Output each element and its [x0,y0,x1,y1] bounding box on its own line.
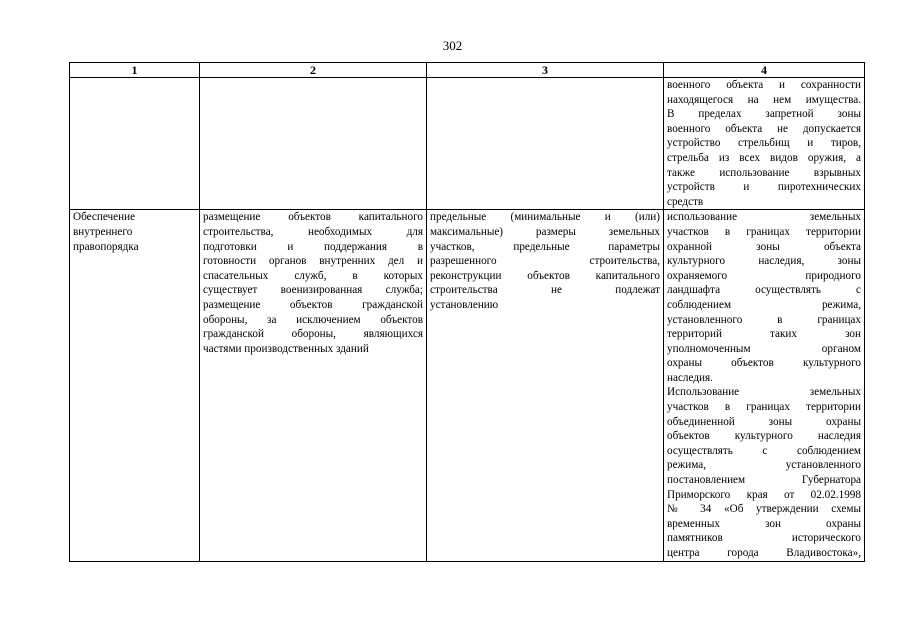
text-line: памятников исторического [667,532,861,545]
text-line: участков в границах территории [667,401,861,414]
text-line: соблюдением режима, [667,298,861,311]
text-line: участков, предельные параметры [430,240,660,253]
text-line: № 34 «Об утверждении схемы [667,503,861,516]
text-line: Использование земельных [667,386,861,399]
text-line: гражданской обороны, являющихся [203,328,423,341]
text-line: готовности органов внутренних дел и [203,255,423,268]
text-line: установленного в границах [667,313,861,326]
text-line: средств [667,195,704,208]
text-line: объединенной зоны охраны [667,415,861,428]
text-line: реконструкции объектов капитального [430,269,660,282]
text-line: ландшафта осуществлять с [667,284,861,297]
header-col-4: 4 [664,63,865,78]
header-col-2: 2 [200,63,427,78]
text-line: Обеспечение [73,211,136,224]
row2-col2 [200,210,427,561]
text-line: охраны объектов культурного [667,357,861,370]
text-line: максимальные) размеры земельных [430,225,660,238]
header-col-1: 1 [70,63,200,78]
text-line: предельные (минимальные и (или) [430,211,660,224]
table-row [70,78,865,210]
row2-col4 [664,210,865,561]
text-line: спасательных служб, в которых [203,269,423,282]
text-line: использование земельных [667,211,861,224]
text-line: также использование взрывных [667,166,861,179]
row1-col4 [664,78,865,210]
text-line: установлению [430,298,499,311]
table-header-row [70,63,865,78]
header-col-3: 3 [427,63,664,78]
text-line: строительства не подлежат [430,284,660,297]
text-line: устройство стрельбищ и тиров, [667,137,861,150]
text-line: частями производственных зданий [203,342,369,355]
text-line: строительства, необходимых для [203,225,423,238]
row2-col1 [70,210,200,561]
text-line: центра города Владивостока», [667,547,861,559]
text-line: осуществлять с соблюдением [667,444,861,457]
text-line: разрешенного строительства, [430,255,660,268]
text-line: Приморского края от 02.02.1998 [667,488,861,501]
text-line: военного объекта и сохранности [667,79,861,91]
text-line: обороны, за исключением объектов [203,313,423,326]
text-line: стрельба из всех видов оружия, а [667,151,861,164]
text-line: постановлением Губернатора [667,474,861,487]
text-line: объектов культурного наследия [667,430,861,443]
text-line: устройств и пиротехнических [667,181,861,194]
row1-col1 [70,78,200,210]
land-use-table [69,62,865,562]
text-line: наследия. [667,371,713,384]
text-line: охранной зоны объекта [667,240,861,253]
text-line: режима, установленного [667,459,861,472]
text-line: подготовки и поддержания в [203,240,423,253]
text-line: существует военизированная служба; [203,284,423,297]
row1-col3 [427,78,664,210]
text-line: военного объекта не допускается [667,122,861,135]
table-row [70,210,865,561]
text-line: территорий таких зон [667,328,861,341]
row2-col3 [427,210,664,561]
text-line: охраняемого природного [667,269,861,282]
text-line: находящегося на нем имущества. [667,93,861,106]
text-line: временных зон охраны [667,517,861,530]
text-line: размещение объектов гражданской [203,298,423,311]
text-line: уполномоченным органом [667,342,861,355]
text-line: правопорядка [73,240,139,253]
text-line: культурного наследия, зоны [667,255,861,268]
page-number: 302 [442,38,463,53]
text-line: внутреннего [73,225,133,238]
text-line: размещение объектов капитального [203,211,423,224]
text-line: участков в границах территории [667,225,861,238]
text-line: В пределах запретной зоны [667,108,861,121]
row1-col2 [200,78,427,210]
